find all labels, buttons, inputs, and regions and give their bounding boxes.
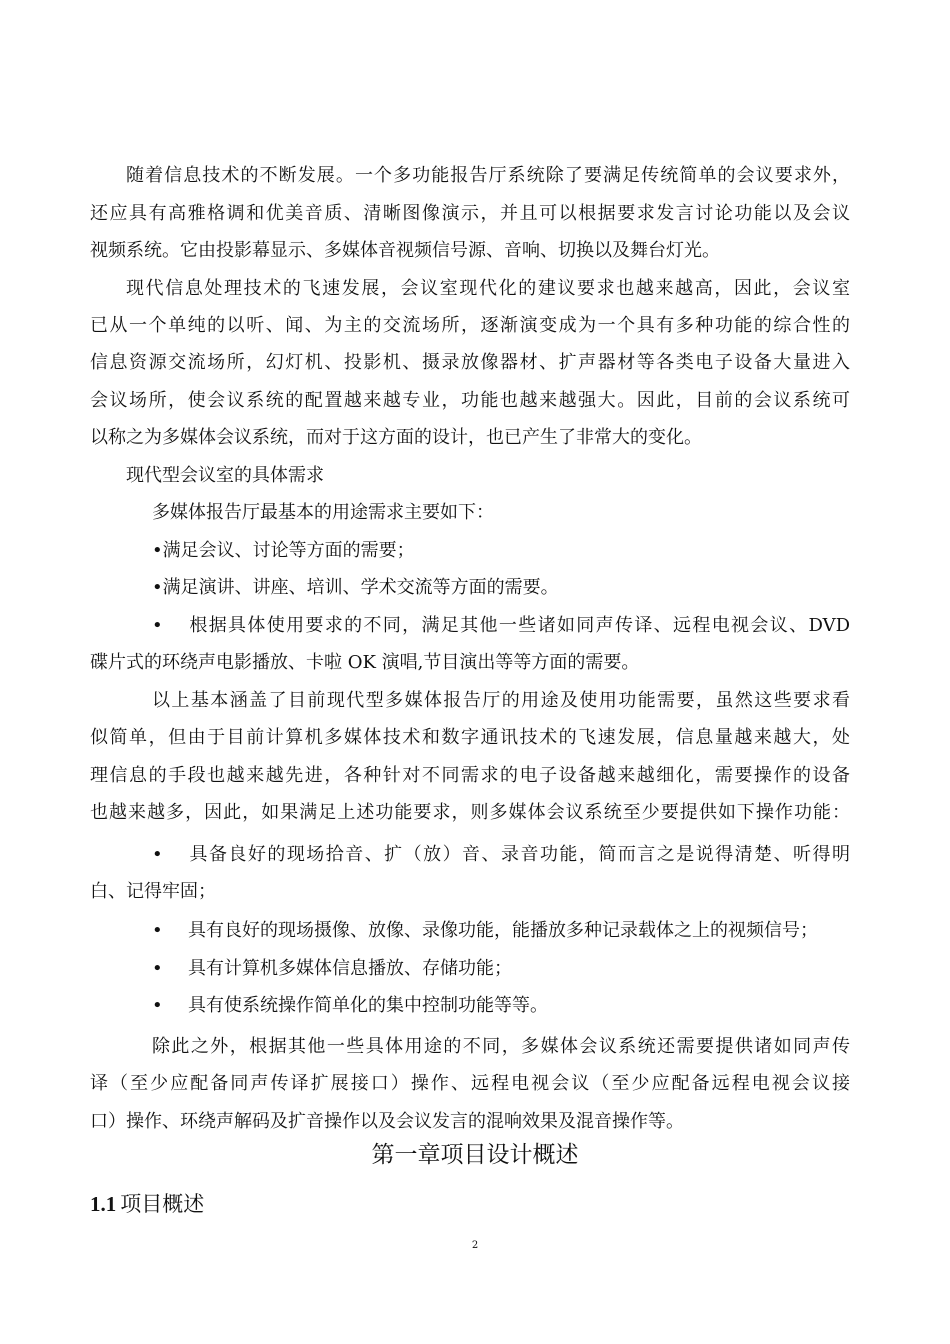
paragraph-line: 多媒体报告厅最基本的用途需求主要如下： <box>152 502 494 523</box>
subheading: 现代型会议室的具体需求 <box>126 465 324 486</box>
list-item-text: 具有使系统操作简单化的集中控制功能等等。 <box>188 995 548 1016</box>
list-item-text: 具备良好的现场拾音、扩（放）音、录音功能，简而言之是说得清楚、听得明 <box>188 844 850 865</box>
paragraph-line: 似简单，但由于目前计算机多媒体技术和数字通讯技术的飞速发展，信息量越来越大，处 <box>90 727 850 748</box>
paragraph-line: 以上基本涵盖了目前现代型多媒体报告厅的用途及使用功能需要，虽然这些要求看 <box>152 690 850 711</box>
chapter-title: 第一章项目设计概述 <box>371 1142 579 1168</box>
bullet-icon: • <box>152 615 163 636</box>
paragraph-line: 也越来越多，因此，如果满足上述功能要求，则多媒体会议系统至少要提供如下操作功能： <box>90 802 850 823</box>
list-item: •满足会议、讨论等方面的需要； <box>152 540 415 561</box>
bullet-icon: • <box>152 844 163 865</box>
bullet-icon: • <box>152 995 163 1016</box>
bullet-icon: • <box>152 920 163 941</box>
paragraph-line: 译（至少应配备同声传译扩展接口）操作、远程电视会议（至少应配备远程电视会议接 <box>90 1073 850 1094</box>
list-item <box>152 994 850 1018</box>
list-item <box>152 614 850 638</box>
paragraph-line: 口）操作、环绕声解码及扩音操作以及会议发言的混响效果及混音操作等。 <box>90 1111 684 1132</box>
section-number: 1.1 <box>90 1192 117 1216</box>
list-item-text: 具有计算机多媒体信息播放、存储功能； <box>188 958 512 979</box>
page-number: 2 <box>471 1240 479 1251</box>
paragraph-line: 已从一个单纯的以听、闻、为主的交流场所，逐渐演变成为一个具有多种功能的综合性的 <box>90 315 850 336</box>
list-item-continuation: 碟片式的环绕声电影播放、卡啦 OK 演唱,节目演出等等方面的需要。 <box>90 652 640 673</box>
paragraph-line: 除此之外，根据其他一些具体用途的不同，多媒体会议系统还需要提供诸如同声传 <box>152 1036 850 1057</box>
paragraph-line: 现代信息处理技术的飞速发展，会议室现代化的建议要求也越来越高，因此，会议室 <box>126 278 850 299</box>
section-heading <box>90 1190 204 1218</box>
paragraph-line: 理信息的手段也越来越先进，各种针对不同需求的电子设备越来越细化，需要操作的设备 <box>90 765 850 786</box>
list-item-text: 具有良好的现场摄像、放像、录像功能，能播放多种记录载体之上的视频信号； <box>188 920 818 941</box>
bullet-icon: • <box>152 958 163 979</box>
paragraph-line: 还应具有高雅格调和优美音质、清晰图像演示，并且可以根据要求发言讨论功能以及会议 <box>90 203 850 224</box>
paragraph-line: 信息资源交流场所，幻灯机、投影机、摄录放像器材、扩声器材等各类电子设备大量进入 <box>90 352 850 373</box>
list-item: •满足演讲、讲座、培训、学术交流等方面的需要。 <box>152 577 559 598</box>
paragraph-line: 视频系统。它由投影幕显示、多媒体音视频信号源、音响、切换以及舞台灯光。 <box>90 240 720 261</box>
paragraph-line: 随着信息技术的不断发展。一个多功能报告厅系统除了要满足传统简单的会议要求外， <box>126 165 850 186</box>
section-title: 项目概述 <box>120 1192 205 1216</box>
list-item <box>152 919 850 943</box>
paragraph-line: 以称之为多媒体会议系统，而对于这方面的设计，也已产生了非常大的变化。 <box>90 427 702 448</box>
list-item-continuation: 白、记得牢固； <box>90 881 216 902</box>
paragraph-line: 会议场所，使会议系统的配置越来越专业，功能也越来越强大。因此，目前的会议系统可 <box>90 390 850 411</box>
list-item <box>152 843 850 867</box>
list-item <box>152 957 850 981</box>
list-item-text: 根据具体使用要求的不同，满足其他一些诸如同声传译、远程电视会议、DVD <box>188 615 850 636</box>
